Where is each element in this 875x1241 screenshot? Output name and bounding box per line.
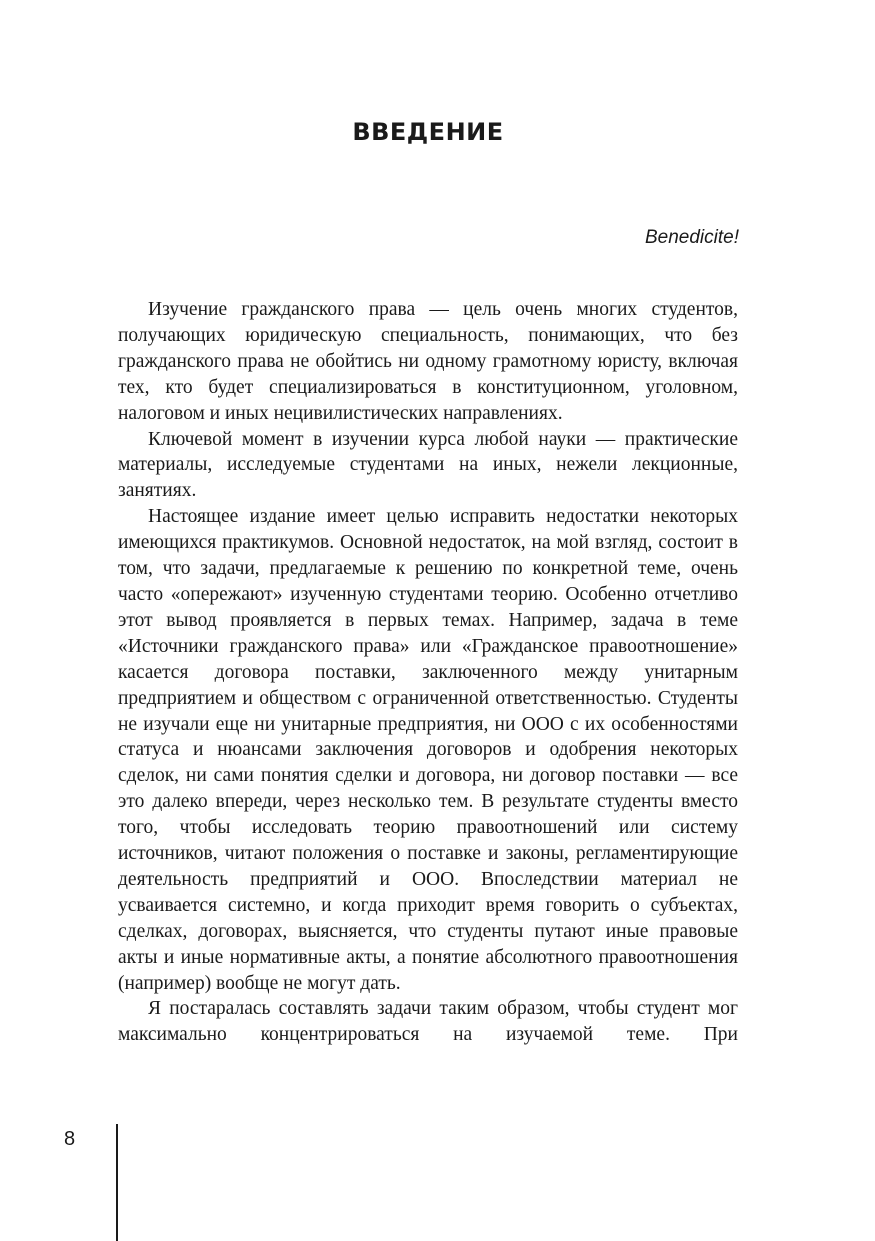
paragraph: Изучение гражданского права — цель очень многих студентов, получающих юридическую специальность, понимающих, что без гражданского права не обойтись ни одному грамотному юристу, включая тех, кто будет специализироваться в конституционном, уголовном, налоговом и иных нецивилистических направлениях. — [118, 299, 738, 424]
epigraph: Benedicite! — [644, 227, 739, 248]
page-number-rule — [116, 1124, 118, 1241]
page-title: ВВЕДЕНИЕ — [352, 118, 504, 146]
paragraph: Я постаралась составлять задачи таким образом, чтобы студент мог максимально концентрироваться на изучаемой теме. При — [118, 998, 738, 1046]
paragraph: Ключевой момент в изучении курса любой науки — практические материалы, исследуемые студентами на иных, нежели лекционные, занятиях. — [118, 428, 738, 502]
page-number: 8 — [64, 1128, 76, 1150]
paragraph: Настоящее издание имеет целью исправить недостатки некоторых имеющихся практикумов. Основной недостаток, на мой взгляд, состоит в том, что задачи, предлагаемые к решению по конкретной теме, очень часто «опережают» изученную студентами теорию. Особенно отчетливо этот вывод проявляется в первых темах. Например, задача в теме «Источники гражданского права» или «Гражданское правоотношение» касается договора поставки, заключенного между унитарным предприятием и обществом с ограниченной ответственностью. Студенты не изучали еще ни унитарные предприятия, ни ООО с их особенностями статуса и нюансами заключения договоров и одобрения некоторых сделок, ни сами понятия сделки и договора, ни договор поставки — все это далеко впереди, через несколько тем. В результате студенты вместо того, чтобы исследовать теорию правоотношений или систему источников, читают положения о поставке и законы, регламентирующие деятельность предприятий и ООО. Впоследствии материал не усваивается системно, и когда приходит время говорить о субъектах, сделках, договорах, выясняется, что студенты путают иные правовые акты и иные нормативные акты, а понятие абсолютного правоотношения (например) вообще не могут дать. — [118, 506, 738, 994]
body-text — [118, 297, 738, 1048]
